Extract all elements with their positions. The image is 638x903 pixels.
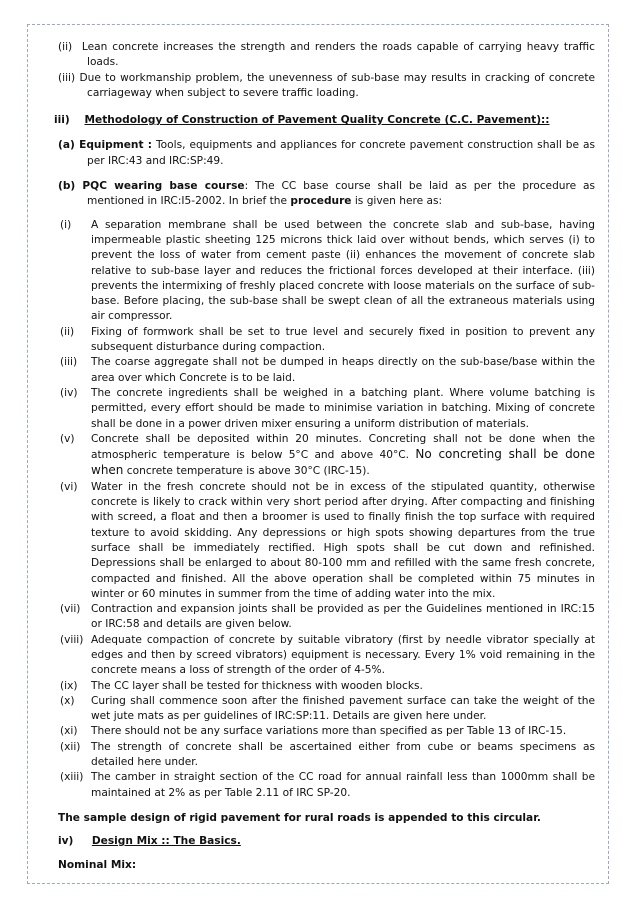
- pqc-paragraph: [58, 179, 595, 210]
- item-number: (ii): [58, 41, 73, 53]
- item-number: (vii): [60, 603, 81, 616]
- document-body: [54, 40, 596, 873]
- list-item: [60, 355, 595, 386]
- section-title: Methodology of Construction of Pavement Quality Concrete (C.C. Pavement)::: [84, 114, 550, 127]
- lead-list: [58, 40, 595, 101]
- item-number: (v): [60, 432, 75, 445]
- pqc-text-a: : The CC base course shall be laid as per the procedure as mentioned in IRC:I5-2002. In brief the: [87, 180, 595, 208]
- list-item: [60, 694, 595, 725]
- pqc-text-b: is given here as:: [354, 195, 443, 208]
- nominal-mix-heading: Nominal Mix:: [58, 858, 137, 871]
- section-iii-heading: [54, 113, 595, 128]
- list-item: [60, 679, 595, 694]
- list-item: [60, 480, 595, 602]
- item-text: Water in the fresh concrete should not be in excess of the stipulated quantity, otherwise concrete is likely to crack within very short period after drying. After compacting and finishing with screed, a float and then a broomer is used to finally finish the top surface with required texture to avoid skidding. Any depressions or high spots showing departures from the true surface shall be immediately rectified. High spots shall be cut down and refinished. Depressions shall be enlarged to about 80-100 mm and refilled with the same fresh concrete, compacted and finished. All the above operation shall be completed within 75 minutes in winter or 60 minutes in summer from the time of adding water into the mix.: [91, 480, 595, 600]
- item-text-emphasis: No concreting shall be done when: [91, 447, 596, 478]
- list-item: [60, 432, 595, 480]
- item-text: Due to workmanship problem, the unevenness of sub-base may results in cracking of concrete carriageway when subject to severe traffic loading.: [79, 71, 595, 99]
- equipment-label: (a) Equipment :: [58, 139, 153, 152]
- item-number: (iv): [60, 386, 78, 399]
- section-number: iv): [58, 835, 74, 848]
- section-number: iii): [54, 114, 70, 127]
- item-number: (x): [60, 694, 75, 707]
- item-text: The CC layer shall be tested for thickness with wooden blocks.: [91, 679, 423, 692]
- item-text: The concrete ingredients shall be weighed in a batching plant. Where volume batching is permitted, every effort should be made to minimise variation in batching. Mixing of concrete shall be done in a power driven mixer ensuring a uniform distribution of materials.: [91, 386, 595, 430]
- item-number: (i): [60, 218, 72, 231]
- list-item: [58, 71, 595, 102]
- sample-design-note: The sample design of rigid pavement for rural roads is appended to this circular.: [58, 811, 541, 824]
- item-number: (ix): [60, 679, 78, 692]
- section-title: Design Mix :: The Basics.: [91, 835, 241, 848]
- item-text: There should not be any surface variations more than specified as per Table 13 of IRC-15.: [91, 725, 567, 738]
- equipment-text: Tools, equipments and appliances for concrete pavement construction shall be as per IRC:43 and IRC:SP:49.: [87, 139, 595, 167]
- item-number: (xiii): [60, 771, 84, 784]
- list-item: [60, 770, 595, 801]
- item-text-a: Concrete shall be deposited within 20 minutes. Concreting shall not be done when the atmospheric temperature is below 5°C and above 40°C.: [91, 432, 595, 462]
- item-number: (viii): [60, 633, 84, 646]
- equipment-paragraph: [58, 138, 595, 169]
- item-number: (iii): [58, 71, 76, 84]
- procedure-word: procedure: [290, 195, 352, 208]
- item-text: Contraction and expansion joints shall be provided as per the Guidelines mentioned in IRC:15 or IRC:58 and details are given below.: [91, 603, 595, 631]
- list-item: [60, 740, 595, 771]
- item-text: Curing shall commence soon after the finished pavement surface can take the weight of the wet jute mats as per guidelines of IRC:SP:11. Details are given here under.: [91, 694, 595, 723]
- item-number: (ii): [60, 325, 75, 338]
- section-iv-heading: [58, 834, 595, 849]
- item-number: (iii): [60, 356, 78, 369]
- list-item: [60, 633, 595, 679]
- item-text: The camber in straight section of the CC road for annual rainfall less than 1000mm shall be maintained at 2% as per Table 2.11 of IRC SP-20.: [91, 771, 595, 799]
- list-item: [58, 40, 595, 71]
- item-number: (vi): [60, 480, 78, 493]
- item-text: Lean concrete increases the strength and renders the roads capable of carrying heavy traffic loads.: [81, 41, 595, 69]
- list-item: [60, 724, 595, 739]
- procedure-list: [58, 218, 595, 801]
- list-item: [60, 386, 595, 432]
- item-number: (xi): [60, 725, 78, 738]
- item-text-end: concrete temperature is above 30°C (IRC-15).: [126, 465, 370, 478]
- item-text: The strength of concrete shall be ascertained either from cube or beams specimens as detailed here under.: [91, 740, 595, 769]
- item-text: Fixing of formwork shall be set to true level and securely fixed in position to prevent any subsequent disturbance during compaction.: [91, 325, 595, 354]
- item-text: A separation membrane shall be used between the concrete slab and sub-base, having impermeable plastic sheeting 125 microns thick laid over without bends, which serves (i) to prevent the loss of water from cement paste (ii) enhances the movement of concrete slab relative to sub-base layer and reduces the frictional forces developed at their interface. (iii) prevents the intermixing of freshly placed concrete with loose materials on the surface of sub-base. Before placing, the sub-base shall be swept clean of all the extraneous materials using air compressor.: [91, 218, 595, 323]
- item-text: Adequate compaction of concrete by suitable vibratory (first by needle vibrator specially at edges and then by screed vibrators) equipment is necessary. Every 1% void remaining in the concrete means a loss of strength of the order of 4-5%.: [91, 633, 595, 677]
- item-text: The coarse aggregate shall not be dumped in heaps directly on the sub-base/base within the area over which Concrete is to be laid.: [91, 356, 595, 384]
- pqc-label: (b) PQC wearing base course: [58, 180, 245, 193]
- item-text: [91, 432, 595, 480]
- list-item: [60, 325, 595, 356]
- item-number: (xii): [60, 740, 81, 753]
- list-item: [60, 218, 595, 325]
- list-item: [60, 602, 595, 633]
